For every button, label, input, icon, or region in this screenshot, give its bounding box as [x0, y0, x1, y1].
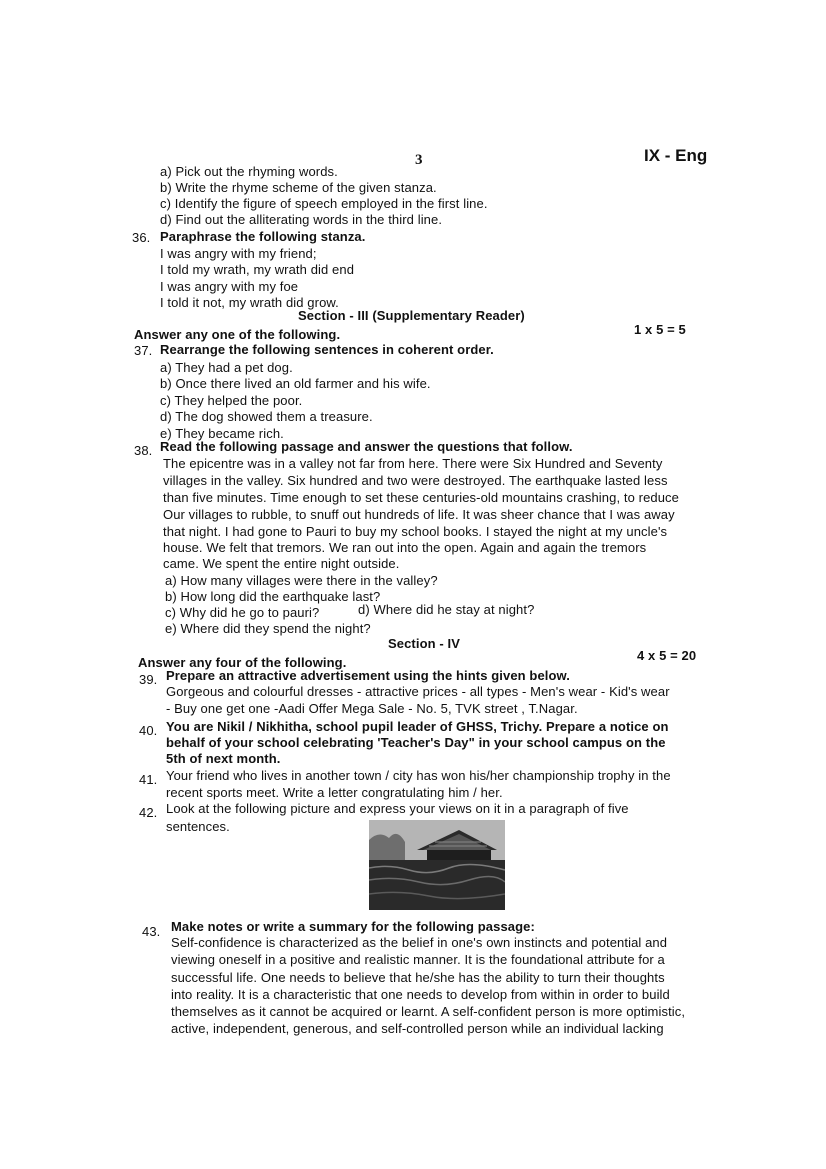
section-3-title: Section - III (Supplementary Reader)	[298, 308, 525, 323]
q43-instruction: Make notes or write a summary for the following passage:	[171, 919, 535, 934]
q37-item-c: c) They helped the poor.	[160, 393, 303, 408]
q38-passage-line-3: than five minutes. Time enough to set these centuries-old mountains crashing, to reduce	[163, 490, 679, 505]
q37-item-b: b) Once there lived an old farmer and his wife.	[160, 376, 431, 391]
q38-question-a: a) How many villages were there in the valley?	[165, 573, 438, 588]
q35-subpart-c: c) Identify the figure of speech employed in the first line.	[160, 196, 488, 211]
q43-passage-line-1: Self-confidence is characterized as the belief in one's own instincts and potential and	[171, 935, 668, 950]
subject-code: IX - Eng	[644, 146, 708, 165]
q38-instruction: Read the following passage and answer the questions that follow.	[160, 439, 573, 454]
section-4-instruction: Answer any four of the following.	[138, 655, 347, 670]
q38-passage-line-5: that night. I had gone to Pauri to buy my school books. I stayed the night at my uncle's	[163, 524, 668, 539]
q41-number: 41.	[139, 772, 158, 787]
q40-line-3: 5th of next month.	[166, 751, 281, 766]
q40-line-2: behalf of your school celebrating 'Teacher's Day" in your school campus on the	[166, 735, 666, 750]
q37-item-a: a) They had a pet dog.	[160, 360, 293, 375]
q36-number: 36.	[132, 230, 151, 245]
q43-passage-line-3: successful life. One needs to believe that he/she has the ability to turn their thoughts	[171, 970, 665, 985]
q38-question-e: e) Where did they spend the night?	[165, 621, 371, 636]
q38-question-c: c) Why did he go to pauri?	[165, 605, 320, 620]
q38-passage-line-4: Our villages to rubble, to snuff out hundreds of life. It was sheer chance that I was away	[163, 507, 675, 522]
section-3-instruction: Answer any one of the following.	[134, 327, 341, 342]
q38-number: 38.	[134, 443, 153, 458]
flood-picture	[369, 820, 505, 910]
q36-instruction: Paraphrase the following stanza.	[160, 229, 366, 244]
q41-line-1: Your friend who lives in another town / city has won his/her championship trophy in the	[166, 768, 671, 783]
q39-number: 39.	[139, 672, 158, 687]
q37-item-e: e) They became rich.	[160, 426, 284, 441]
q40-line-1: You are Nikil / Nikhitha, school pupil leader of GHSS, Trichy. Prepare a notice on	[166, 719, 669, 734]
page-number: 3	[415, 152, 423, 168]
q40-number: 40.	[139, 723, 158, 738]
q43-passage-line-2: viewing oneself in a positive and realistic manner. It is the foundational attribute for a	[171, 952, 665, 967]
q43-passage-line-6: active, independent, generous, and self-controlled person while an individual lacking	[171, 1021, 664, 1036]
q38-question-d: d) Where did he stay at night?	[358, 602, 535, 617]
q36-line-4: I told it not, my wrath did grow.	[160, 295, 339, 310]
q38-question-b: b) How long did the earthquake last?	[165, 589, 381, 604]
q43-passage-line-4: into reality. It is a characteristic that one needs to develop from within in order to build	[171, 987, 670, 1002]
q37-item-d: d) The dog showed them a treasure.	[160, 409, 373, 424]
q36-line-3: I was angry with my foe	[160, 279, 299, 294]
q41-line-2: recent sports meet. Write a letter congratulating him / her.	[166, 785, 503, 800]
flooded-house-illustration	[369, 820, 505, 910]
q39-instruction: Prepare an attractive advertisement using the hints given below.	[166, 668, 570, 683]
q38-passage-line-6: house. We felt that tremors. We ran out into the open. Again and again the tremors	[163, 540, 647, 555]
q39-hint-line-1: Gorgeous and colourful dresses - attractive prices - all types - Men's wear - Kid's wear	[166, 684, 670, 699]
section-4-marks: 4 x 5 = 20	[637, 648, 697, 663]
q42-line-1: Look at the following picture and express your views on it in a paragraph of five	[166, 801, 629, 816]
section-4-title: Section - IV	[388, 636, 460, 651]
q35-subpart-b: b) Write the rhyme scheme of the given stanza.	[160, 180, 437, 195]
q42-number: 42.	[139, 805, 158, 820]
q36-line-1: I was angry with my friend;	[160, 246, 317, 261]
q38-passage-line-1: The epicentre was in a valley not far from here. There were Six Hundred and Seventy	[163, 456, 663, 471]
q43-number: 43.	[142, 924, 161, 939]
section-3-marks: 1 x 5 = 5	[634, 322, 686, 337]
q43-passage-line-5: themselves as it cannot be acquired or learnt. A self-confident person is more optimistic,	[171, 1004, 686, 1019]
q38-passage-line-2: villages in the valley. Six hundred and two were destroyed. The earthquake lasted less	[163, 473, 668, 488]
q37-instruction: Rearrange the following sentences in coherent order.	[160, 342, 494, 357]
q37-number: 37.	[134, 343, 153, 358]
q42-line-2: sentences.	[166, 819, 230, 834]
q35-subpart-d: d) Find out the alliterating words in the third line.	[160, 212, 443, 227]
q36-line-2: I told my wrath, my wrath did end	[160, 262, 355, 277]
q35-subpart-a: a) Pick out the rhyming words.	[160, 164, 338, 179]
q39-hint-line-2: - Buy one get one -Aadi Offer Mega Sale - No. 5, TVK street , T.Nagar.	[166, 701, 578, 716]
q38-passage-line-7: came. We spent the entire night outside.	[163, 556, 400, 571]
